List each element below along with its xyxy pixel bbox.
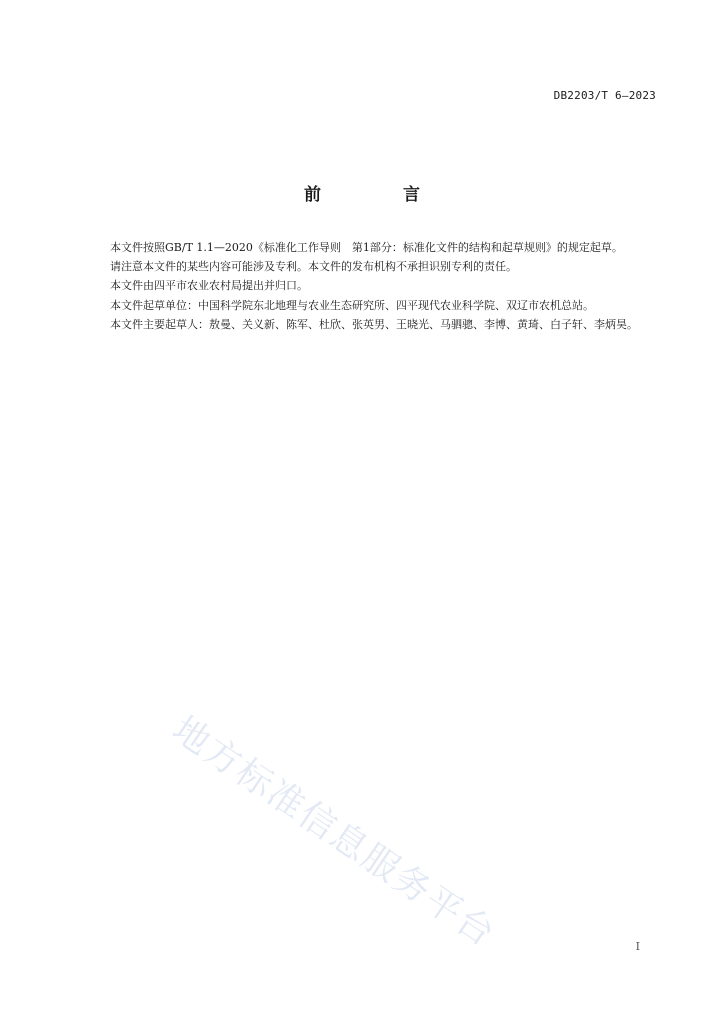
paragraph-patent-notice: 请注意本文件的某些内容可能涉及专利。本文件的发布机构不承担识别专利的责任。	[110, 260, 517, 274]
paragraph-drafters: 本文件主要起草人：敖曼、关义新、陈军、杜欣、张英男、王晓光、马驷骢、李博、黄琦、白子轩、李炳昊。	[110, 317, 638, 331]
paragraph-proposer: 本文件由四平市农业农村局提出并归口。	[110, 279, 308, 293]
foreword-body	[88, 238, 657, 334]
page-number: I	[635, 940, 640, 953]
paragraph-standard-basis: 本文件按照GB/T 1.1—2020《标准化工作导则 第1部分：标准化文件的结构和起草规则》的规定起草。	[110, 241, 623, 254]
paragraph-drafting-units: 本文件起草单位：中国科学院东北地理与农业生态研究所、四平现代农业科学院、双辽市农机总站。	[110, 298, 594, 312]
section-title: 前 言	[304, 185, 458, 205]
document-code: DB2203/T 6—2023	[553, 89, 656, 102]
watermark-text: 地方标准信息服务平台	[164, 708, 503, 956]
